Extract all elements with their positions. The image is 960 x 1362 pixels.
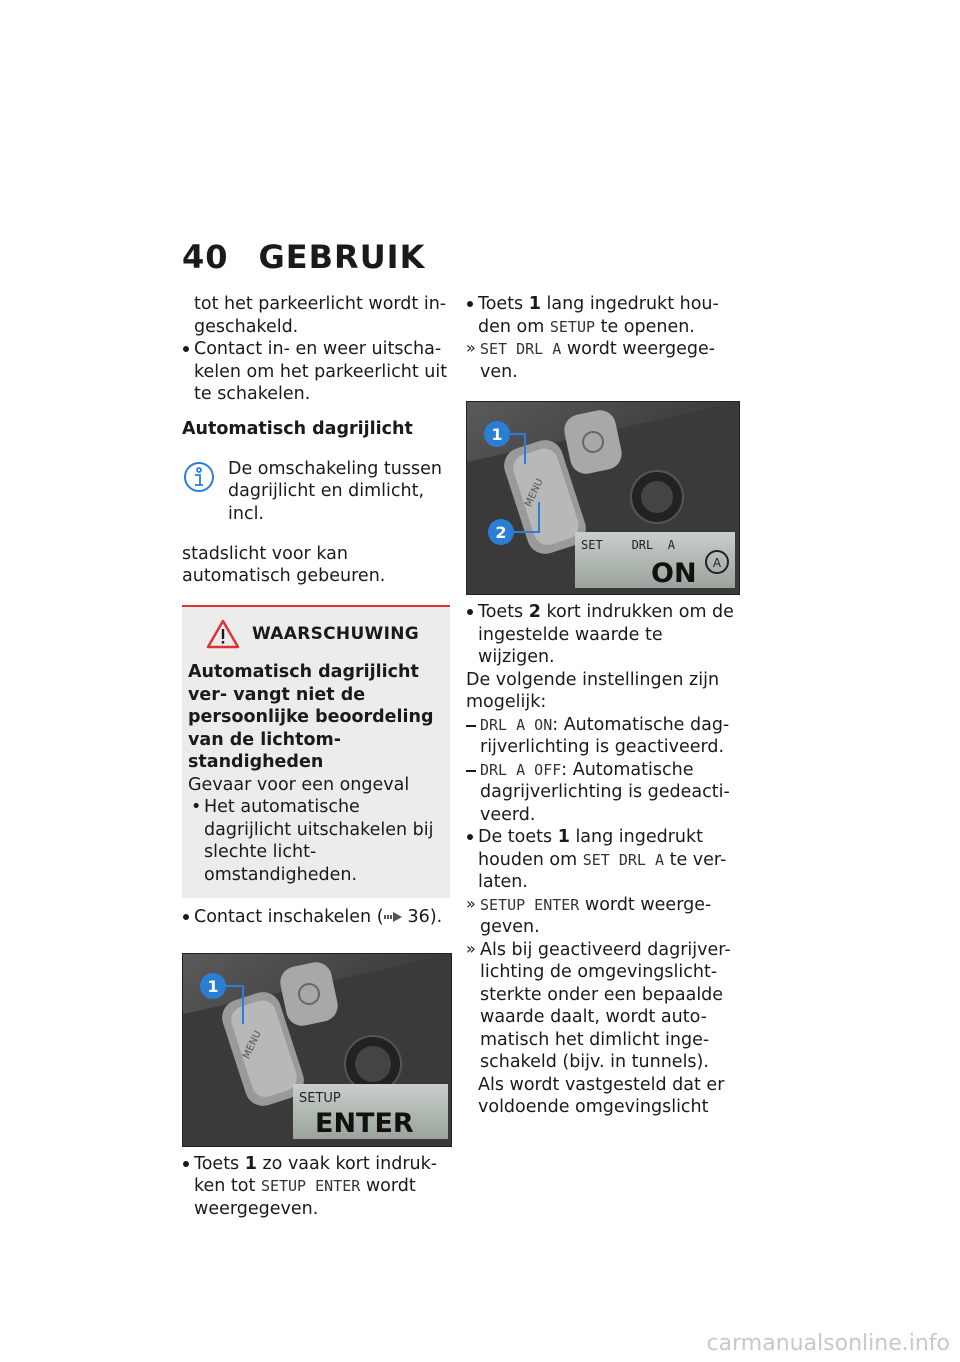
bullet-hold-exit xyxy=(466,826,738,894)
right-column xyxy=(466,293,738,1119)
bullet-contact-toggle: Contact in- en weer uitscha- kelen om het parkeerlicht uit te schakelen. xyxy=(182,338,450,406)
display-code: SET DRL A xyxy=(582,850,665,869)
text: Toets xyxy=(478,602,529,622)
callout-1: 1 xyxy=(491,425,503,444)
result-auto-dimlight: » Als bij geactiveerd dagrijver- lichting de omgevingslicht- sterkte onder een bepaalde waarde daalt, wordt auto- matisch het dimlicht inge- schakeld (bijv. in tunnels). xyxy=(466,939,738,1074)
key-label: 1 xyxy=(528,294,541,314)
left-column xyxy=(182,293,450,1220)
continued-text: tot het parkeerlicht wordt in- geschakeld. xyxy=(194,294,447,337)
page-ref-arrow-icon xyxy=(384,912,402,922)
warning-header xyxy=(206,619,442,649)
menu-button-image-1 xyxy=(182,953,452,1147)
text: Toets xyxy=(194,1153,245,1174)
page-number: 40 xyxy=(182,238,229,276)
lcd-auto-icon: A xyxy=(712,556,722,570)
info-text-cont: stadslicht voor kan automatisch gebeuren. xyxy=(182,543,386,586)
display-code: SETUP ENTER xyxy=(480,895,580,914)
warning-triangle-icon xyxy=(206,619,240,649)
text: kort indrukken om de ingestelde waarde te wijzigen. xyxy=(478,602,734,667)
section-heading: Automatisch dagrijlicht xyxy=(182,418,413,439)
text: Contact inschakelen ( xyxy=(194,907,384,927)
lcd-top-text: SET DRL A xyxy=(581,538,675,552)
bullet-press-2 xyxy=(466,601,738,669)
display-code: SET DRL A xyxy=(480,340,562,358)
bullet-hold-1 xyxy=(466,293,738,338)
menu-button-image-2 xyxy=(466,401,740,595)
text: te ver- laten. xyxy=(478,849,727,892)
text: lang ingedrukt houden om xyxy=(478,827,704,870)
text: wordt weergegeven. xyxy=(194,1176,416,1219)
text: De toets xyxy=(478,827,558,847)
warning-statement: Automatisch dagrijlicht ver- vangt niet de persoonlijke beoordeling van de lichtom- standigheden xyxy=(188,662,434,772)
text: wordt weerge- geven. xyxy=(480,894,712,937)
key-label: 1 xyxy=(557,827,570,847)
setting-drl-on xyxy=(466,714,738,759)
key-label: 2 xyxy=(528,602,541,622)
display-code: SETUP xyxy=(549,317,596,336)
warning-danger: Gevaar voor een ongeval xyxy=(188,774,410,795)
info-icon xyxy=(182,460,216,494)
text: lang ingedrukt hou- den om xyxy=(478,294,719,337)
settings-intro: De volgende instellingen zijn mogelijk: xyxy=(466,669,720,712)
info-text: De omschakeling tussen dagrijlicht en dimlicht, incl. xyxy=(228,458,442,524)
display-code: DRL A ON xyxy=(480,715,553,734)
watermark: carmanualsonline.info xyxy=(706,1331,950,1356)
info-note xyxy=(182,458,450,526)
result-set-drl xyxy=(466,338,738,383)
text: : Automatische dagrijverlichting is gedeacti- veerd. xyxy=(480,759,730,825)
page-ref[interactable]: 36 xyxy=(407,907,430,927)
menu-label: MENU xyxy=(241,1028,264,1061)
lcd-top-text: SETUP xyxy=(299,1090,341,1106)
page-header xyxy=(182,238,425,276)
warning-title: WAARSCHUWING xyxy=(252,623,420,644)
callout-1: 1 xyxy=(207,976,219,996)
lcd-big-text: ENTER xyxy=(315,1107,414,1139)
warning-box xyxy=(182,605,450,898)
display-code: DRL A OFF xyxy=(480,760,562,779)
display-code: SETUP ENTER xyxy=(260,1177,361,1195)
text: te openen. xyxy=(595,316,695,337)
key-label: 1 xyxy=(244,1153,257,1174)
setting-drl-off xyxy=(466,759,738,827)
text: zo vaak kort indruk- ken tot xyxy=(194,1153,438,1196)
text: Toets xyxy=(478,294,529,314)
continued-text: Als wordt vastgesteld dat er voldoende omgevingslicht xyxy=(478,1074,725,1117)
bullet-ignition xyxy=(182,906,450,929)
text: ). xyxy=(429,907,443,927)
text: wordt weergege- ven. xyxy=(480,339,716,382)
page-title: GEBRUIK xyxy=(258,238,426,276)
bullet-press-1 xyxy=(182,1153,450,1221)
callout-2: 2 xyxy=(495,523,507,542)
menu-label: MENU xyxy=(523,477,546,509)
warning-action: • Het automatische dagrijlicht uitschakelen bij slechte licht- omstandigheden. xyxy=(188,796,442,886)
result-setup-enter xyxy=(466,894,738,939)
lcd-big-text: ON xyxy=(651,558,697,589)
text: : Automatische dag- rijverlichting is geactiveerd. xyxy=(480,714,730,757)
